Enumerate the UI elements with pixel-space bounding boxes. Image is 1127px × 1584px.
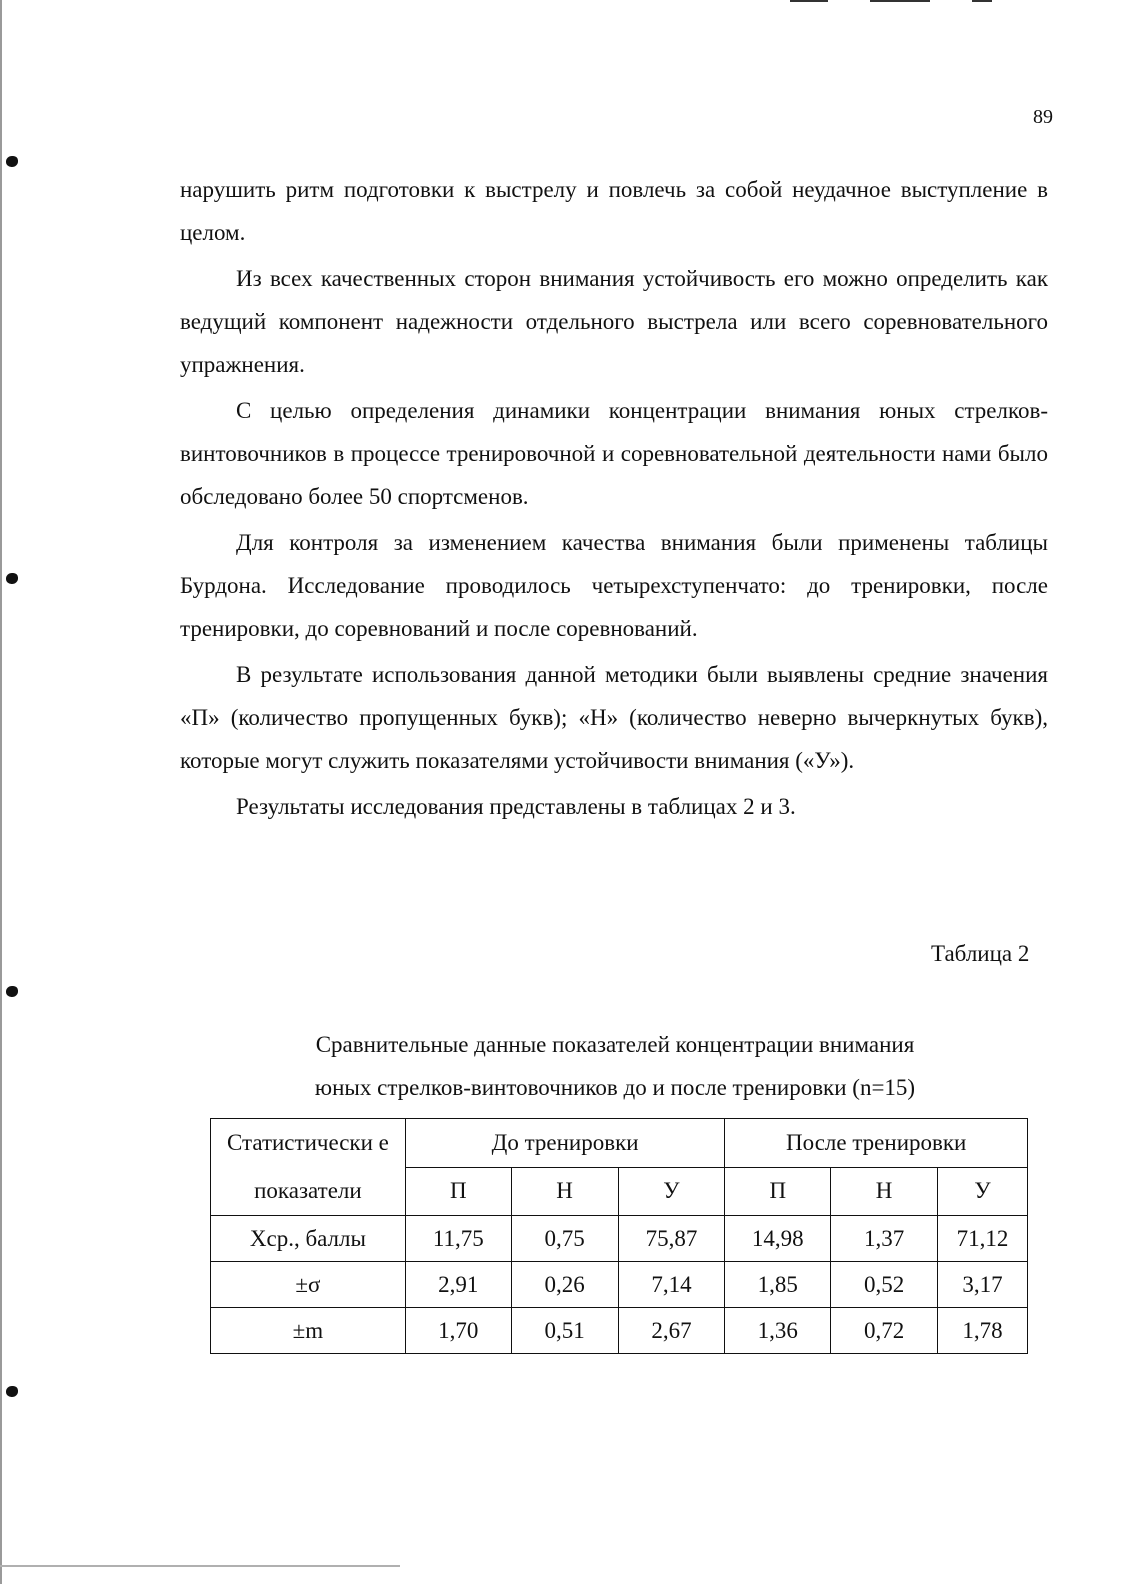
scan-top-mark — [870, 0, 930, 2]
table-cell: 2,67 — [618, 1308, 725, 1354]
table-row-label: Хср., баллы — [211, 1216, 406, 1262]
body-text — [180, 168, 1048, 831]
table-cell: 0,51 — [511, 1308, 618, 1354]
table-cell: 71,12 — [938, 1216, 1028, 1262]
table-cell: 2,91 — [405, 1262, 511, 1308]
table-row-label: ±σ — [211, 1262, 406, 1308]
table-cell: 3,17 — [938, 1262, 1028, 1308]
scan-left-edge — [0, 0, 2, 1584]
table-cell: 1,70 — [405, 1308, 511, 1354]
table-label: Таблица 2 — [931, 941, 1030, 966]
table-row-label: ±m — [211, 1308, 406, 1354]
paragraph: Для контроля за изменением качества внимания были применены таблицы Бурдона. Исследование проводилось четырехступенчато: до тренировки, после тренировки, до соревнований и после соревнований. — [180, 530, 1048, 641]
table-cell: 14,98 — [725, 1216, 831, 1262]
table-cell: 0,26 — [511, 1262, 618, 1308]
table-caption-line: юных стрелков-винтовочников до и после тренировки (n=15) — [314, 1075, 916, 1100]
table-column-header: У — [938, 1167, 1028, 1216]
table-column-header: П — [725, 1167, 831, 1216]
table-cell: 0,75 — [511, 1216, 618, 1262]
table-row — [211, 1308, 1028, 1354]
scan-top-mark — [972, 0, 992, 2]
table-cell: 75,87 — [618, 1216, 725, 1262]
table-caption-line: Сравнительные данные показателей концентрации внимания — [315, 1032, 915, 1057]
table-column-header: Н — [511, 1167, 618, 1216]
table-cell: 0,72 — [831, 1308, 938, 1354]
paragraph: Из всех качественных сторон внимания устойчивость его можно определить как ведущий компонент надежности отдельного выстрела или всего соревновательного упражнения. — [180, 266, 1048, 377]
table-row — [211, 1216, 1028, 1262]
paragraph: В результате использования данной методики были выявлены средние значения «П» (количество пропущенных букв); «Н» (количество неверно вычеркнутых букв), которые могут служить показателями устойчивости внимания («У»). — [180, 662, 1048, 773]
binder-hole-mark — [6, 1386, 18, 1397]
scan-bottom-edge — [0, 1565, 400, 1567]
binder-hole-mark — [6, 156, 18, 167]
page-number: 89 — [1033, 106, 1053, 128]
table-header-group-after: После тренировки — [725, 1119, 1028, 1168]
table-cell: 11,75 — [405, 1216, 511, 1262]
table-cell: 1,37 — [831, 1216, 938, 1262]
table-caption — [205, 1023, 1025, 1109]
table-header-row — [211, 1119, 1028, 1168]
table-row — [211, 1262, 1028, 1308]
binder-hole-mark — [6, 573, 18, 584]
table-column-header: У — [618, 1167, 725, 1216]
table-cell: 1,78 — [938, 1308, 1028, 1354]
table-cell: 1,36 — [725, 1308, 831, 1354]
table-cell: 1,85 — [725, 1262, 831, 1308]
binder-hole-mark — [6, 986, 18, 997]
table-header-stat: Статистически е показатели — [211, 1119, 406, 1216]
scan-top-mark — [790, 0, 828, 2]
paragraph: С целью определения динамики концентрации внимания юных стрелков-винтовочников в процессе тренировочной и соревновательной деятельности нами было обследовано более 50 спортсменов. — [180, 398, 1048, 509]
table-column-header: П — [405, 1167, 511, 1216]
data-table — [210, 1118, 1028, 1354]
table-header-group-before: До тренировки — [405, 1119, 725, 1168]
table-cell: 7,14 — [618, 1262, 725, 1308]
paragraph: нарушить ритм подготовки к выстрелу и повлечь за собой неудачное выступление в целом. — [180, 177, 1048, 245]
paragraph: Результаты исследования представлены в таблицах 2 и 3. — [236, 794, 796, 819]
table-cell: 0,52 — [831, 1262, 938, 1308]
table-column-header: Н — [831, 1167, 938, 1216]
